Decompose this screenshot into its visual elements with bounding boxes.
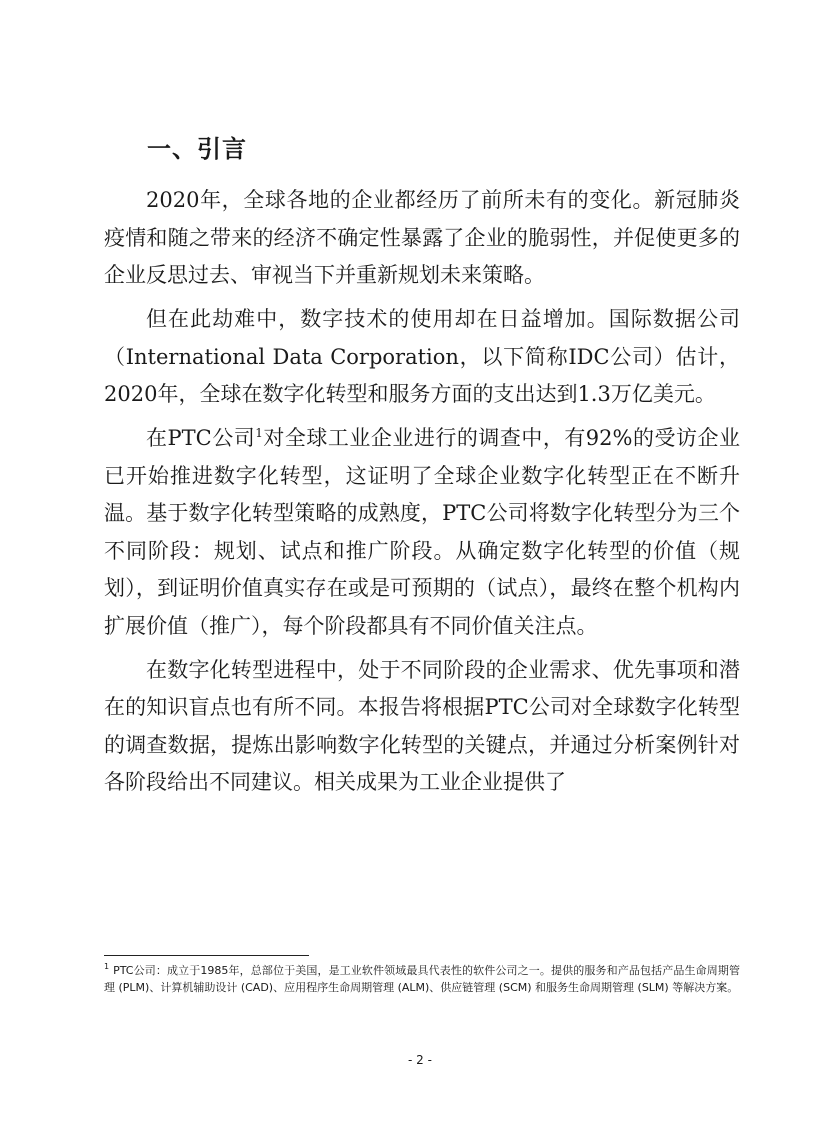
footnote — [104, 962, 740, 996]
page-number: - 2 - — [408, 1053, 432, 1067]
section-heading: 一、引言 — [147, 135, 247, 163]
paragraph-4: 在数字化转型进程中，处于不同阶段的企业需求、优先事项和潜在的知识盲点也有所不同。本报告将根据PTC公司对全球数字化转型的调查数据，提炼出影响数字化转型的关键点，并通过分析案例针对各阶段给出不同建议。相关成果为工业企业提供了 — [104, 657, 740, 794]
footnote-divider — [104, 955, 309, 956]
paragraph-3-start: 在PTC公司 — [146, 426, 256, 450]
paragraph-3 — [104, 420, 740, 645]
footnote-text: PTC公司：成立于1985年，总部位于美国，是工业软件领域最具代表性的软件公司之一。提供的服务和产品包括产品生命周期管理 (PLM)、计算机辅助设计 (CAD)、应用程序生命周期管理 (ALM)、供应链管理 (SCM) 和服务生命周期管理 (SLM) 等解决方案。 — [104, 964, 740, 994]
footnote-mark: 1 — [104, 962, 110, 972]
body-text — [104, 182, 740, 808]
paragraph-3-rest: 对全球工业企业进行的调查中，有92%的受访企业已开始推进数字化转型，这证明了全球企业数字化转型正在不断升温。基于数字化转型策略的成熟度，PTC公司将数字化转型分为三个不同阶段：规划、试点和推广阶段。从确定数字化转型的价值（规划），到证明价值真实存在或是可预期的（试点），最终在整个机构内扩展价值（推广），每个阶段都具有不同价值关注点。 — [104, 426, 740, 638]
paragraph-2: 但在此劫难中，数字技术的使用却在日益增加。国际数据公司（International Data Corporation，以下简称IDC公司）估计，2020年，全球在数字化转型和服务方面的支出达到1.3万亿美元。 — [104, 307, 740, 406]
footnote-reference[interactable]: 1 — [255, 426, 263, 440]
paragraph-1: 2020年，全球各地的企业都经历了前所未有的变化。新冠肺炎疫情和随之带来的经济不确定性暴露了企业的脆弱性，并促使更多的企业反思过去、审视当下并重新规划未来策略。 — [104, 188, 740, 287]
